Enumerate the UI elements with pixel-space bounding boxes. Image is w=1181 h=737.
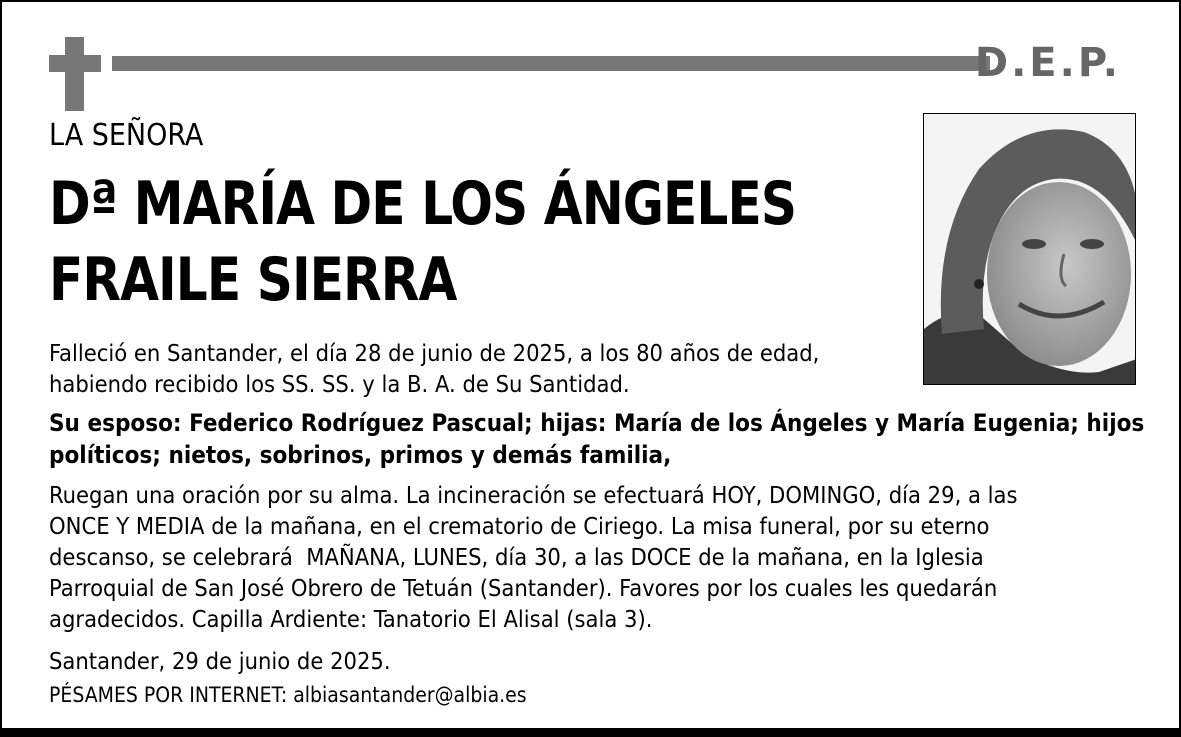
death-line-2: habiendo recibido los SS. SS. y la B. A. de Su Santidad. [49,370,630,398]
name-line-2: FRAILE SIERRA [49,245,457,315]
header-rule [112,56,990,71]
family-list [49,407,1159,471]
service-details [49,480,1149,635]
family-line-1: Su esposo: Federico Rodríguez Pascual; hijas: María de los Ángeles y María Eugenia; hijos [49,409,1145,437]
place-date: Santander, 29 de junio de 2025. [49,647,391,675]
cross-icon [49,37,101,111]
death-announcement [49,338,909,400]
request-line-1: Ruegan una oración por su alma. La incineración se efectuará HOY, DOMINGO, día 29, a las [49,481,1018,509]
request-line-2: ONCE Y MEDIA de la mañana, en el crematorio de Ciriego. La misa funeral, por su eterno [49,512,990,540]
death-line-1: Falleció en Santander, el día 28 de junio de 2025, a los 80 años de edad, [49,339,820,367]
deceased-name [49,166,796,318]
condolences-line: PÉSAMES POR INTERNET: albiasantander@albia.es [49,683,527,707]
name-line-1: Dª MARÍA DE LOS ÁNGELES [49,169,797,239]
portrait-photo [923,113,1136,385]
title-label: LA SEÑORA [49,118,204,153]
family-line-2: políticos; nietos, sobrinos, primos y demás familia, [49,441,672,469]
request-line-4: Parroquial de San José Obrero de Tetuán (Santander). Favores por los cuales les quedarán [49,574,998,602]
request-line-5: agradecidos. Capilla Ardiente: Tanatorio El Alisal (sala 3). [49,605,653,633]
request-line-3: descanso, se celebrará MAÑANA, LUNES, día 30, a las DOCE de la mañana, en la Iglesia [49,543,984,571]
dep-label: D.E.P. [974,40,1121,86]
